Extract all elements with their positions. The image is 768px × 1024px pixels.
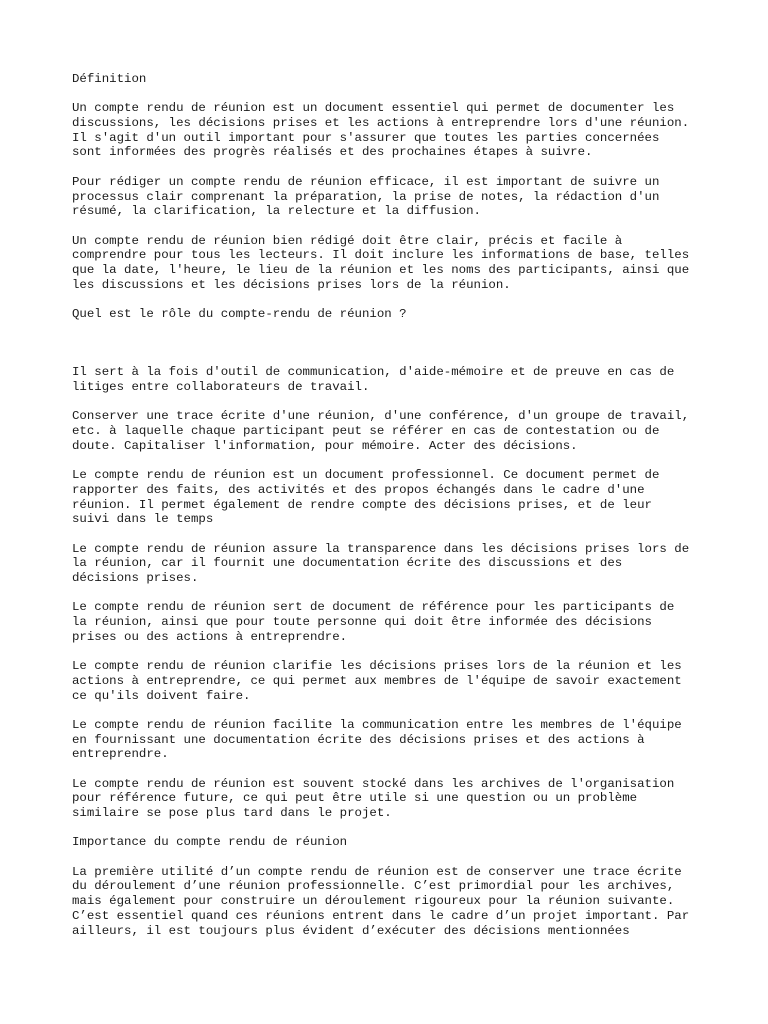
heading-definition [72, 72, 712, 87]
text-line: du déroulement d’une réunion professionnelle. C’est primordial pour les archives, [72, 879, 675, 894]
text-line: Le compte rendu de réunion facilite la communication entre les membres de l'équipe [72, 717, 682, 732]
paragraph [72, 409, 712, 453]
text-line: en fournissant une documentation écrite des décisions prises et des actions à [72, 732, 645, 747]
text-line: suivi dans le temps [72, 512, 214, 527]
text-line: Importance du compte rendu de réunion [72, 835, 348, 850]
text-line: Le compte rendu de réunion assure la transparence dans les décisions prises lors de [72, 541, 690, 556]
text-line: décisions prises. [72, 571, 199, 585]
text-line: Définition [72, 72, 147, 86]
text-line: Le compte rendu de réunion clarifie les décisions prises lors de la réunion et les [72, 659, 682, 674]
paragraph [72, 542, 712, 586]
heading-importance [72, 835, 712, 850]
text-line: Un compte rendu de réunion est un document essentiel qui permet de documenter les [72, 101, 675, 116]
text-line: pour référence future, ce qui peut être utile si une question ou un problème [72, 791, 638, 806]
text-line: Conserver une trace écrite d'une réunion, d'une conférence, d'un groupe de travail, [72, 409, 690, 424]
paragraph [72, 468, 712, 527]
text-line: Quel est le rôle du compte-rendu de réunion ? [72, 307, 407, 321]
text-line: discussions, les décisions prises et les actions à entreprendre lors d'une réunion. [72, 116, 690, 131]
text-line: Le compte rendu de réunion est souvent stocké dans les archives de l'organisation [72, 776, 675, 791]
text-line: prises ou des actions à entreprendre. [72, 629, 348, 644]
text-line: C’est essentiel quand ces réunions entrent dans le cadre d’un projet important. Par [72, 908, 690, 923]
text-line: La première utilité d’un compte rendu de réunion est de conserver une trace écrite [72, 864, 682, 879]
text-line: processus clair comprenant la préparation, la prise de notes, la rédaction d'un [72, 189, 660, 204]
paragraph [72, 234, 712, 293]
heading-role [72, 307, 712, 322]
text-line: litiges entre collaborateurs de travail. [72, 380, 370, 395]
text-line: la réunion, car il fournit une documentation écrite des discussions et des [72, 556, 623, 571]
text-line: ailleurs, il est toujours plus évident d’exécuter des décisions mentionnées [72, 923, 630, 938]
paragraph [72, 175, 712, 219]
paragraph [72, 659, 712, 703]
text-line: Pour rédiger un compte rendu de réunion efficace, il est important de suivre un [72, 174, 660, 189]
blank-space [72, 336, 712, 365]
text-line: Il sert à la fois d'outil de communication, d'aide-mémoire et de preuve en cas de [72, 365, 675, 380]
text-line: comprendre pour tous les lecteurs. Il doit inclure les informations de base, telles [72, 248, 690, 263]
text-line: Le compte rendu de réunion sert de document de référence pour les participants de [72, 600, 675, 615]
paragraph [72, 101, 712, 160]
text-line: etc. à laquelle chaque participant peut se référer en cas de contestation ou de [72, 424, 660, 439]
text-line: Il s'agit d'un outil important pour s'assurer que toutes les parties concernées [72, 130, 660, 145]
text-line: rapporter des faits, des activités et des propos échangés dans le cadre d'une [72, 482, 645, 497]
text-line: Un compte rendu de réunion bien rédigé doit être clair, précis et facile à [72, 233, 623, 248]
text-line: similaire se pose plus tard dans le projet. [72, 806, 392, 820]
paragraph [72, 777, 712, 821]
text-line: résumé, la clarification, la relecture et la diffusion. [72, 204, 481, 219]
text-line: actions à entreprendre, ce qui permet aux membres de l'équipe de savoir exactement [72, 673, 682, 688]
text-line: les discussions et les décisions prises lors de la réunion. [72, 277, 511, 292]
paragraph [72, 718, 712, 762]
paragraph [72, 365, 712, 394]
paragraph [72, 865, 712, 938]
paragraph [72, 600, 712, 644]
text-line: réunion. Il permet également de rendre compte des décisions prises, et de leur [72, 497, 652, 512]
text-line: mais également pour construire un déroulement rigoureux pour la réunion suivante. [72, 894, 675, 909]
text-line: sont informées des progrès réalisés et des prochaines étapes à suivre. [72, 145, 593, 160]
text-line: Le compte rendu de réunion est un document professionnel. Ce document permet de [72, 468, 660, 483]
text-line: doute. Capitaliser l'information, pour mémoire. Acter des décisions. [72, 438, 578, 453]
text-line: la réunion, ainsi que pour toute personne qui doit être informée des décisions [72, 615, 652, 630]
text-line: entreprendre. [72, 747, 169, 762]
text-line: que la date, l'heure, le lieu de la réunion et les noms des participants, ainsi que [72, 262, 690, 277]
document-page [72, 72, 712, 953]
text-line: ce qu'ils doivent faire. [72, 688, 251, 703]
